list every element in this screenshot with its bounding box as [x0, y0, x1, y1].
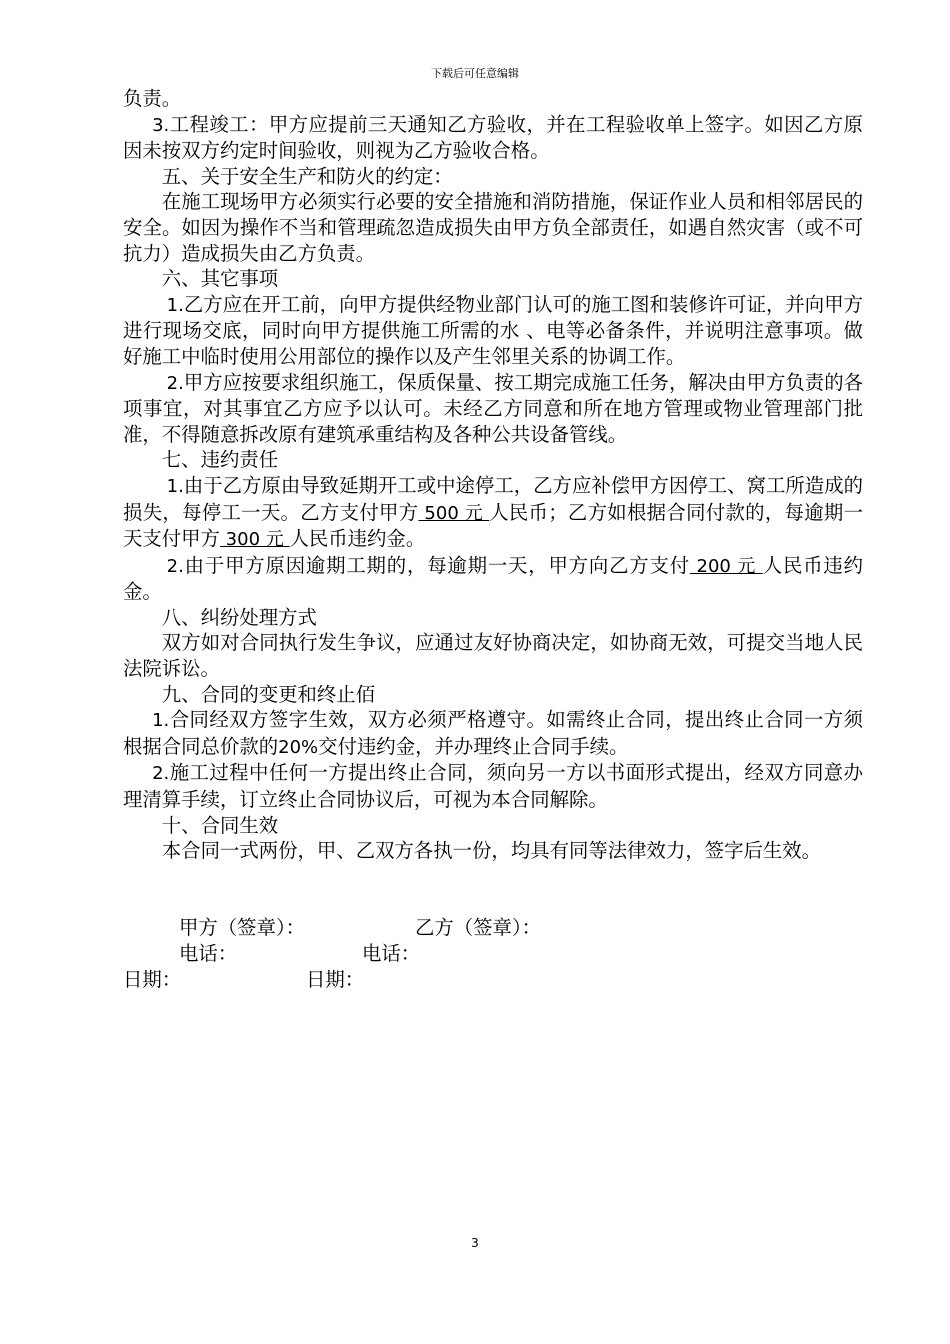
section-heading-5: 五、关于安全生产和防火的约定：	[161, 164, 453, 188]
clause-number: 1.	[166, 475, 184, 497]
clause-text: 工程竣工：甲方应提前三天通知乙方验收，并在工程验收单上签字。如因乙方原因未按双方约定时间验收，则视为乙方验收合格。	[123, 112, 863, 163]
section-10-text: 本合同一式两份，甲、乙双方各执一份，均具有同等法律效力，签字后生效。	[161, 839, 822, 863]
page-number: 3	[471, 1236, 479, 1250]
party-b-date-label: 日期：	[306, 967, 365, 991]
section-heading-7: 七、违约责任	[161, 448, 279, 472]
paragraph-continuation: 负责。	[123, 87, 182, 110]
clause-6-2	[123, 370, 863, 448]
party-a-date-label: 日期：	[123, 967, 182, 991]
signature-row	[123, 915, 863, 941]
section-heading-6: 六、其它事项	[161, 267, 279, 291]
section-heading-10: 十、合同生效	[161, 813, 279, 837]
clause-number: 2.	[152, 763, 170, 785]
clause-text: 交付违约金，并办理终止合同手续。	[318, 734, 629, 758]
party-b-signature-label: 乙方（签章）：	[415, 915, 542, 939]
clause-number: 3.	[152, 114, 170, 136]
section-heading-9: 九、合同的变更和终止佰	[161, 682, 376, 706]
clause-9-1	[123, 707, 863, 760]
section-heading-8: 八、纠纷处理方式	[161, 605, 317, 629]
spacer	[123, 864, 863, 915]
phone-row	[123, 941, 863, 967]
party-a-phone-label: 电话：	[179, 941, 238, 965]
clause-text: 施工过程中任何一方提出终止合同，须向另一方以书面形式提出，经双方同意办理清算手续，订立终止合同协议后，可视为本合同解除。	[123, 761, 863, 812]
amount-blank: 200 元	[689, 555, 763, 577]
section-5-text: 在施工现场甲方必须实行必要的安全措施和消防措施，保证作业人员和相邻居民的安全。如因为操作不当和管理疏忽造成损失由甲方负全部责任，如遇自然灾害（或不可抗力）造成损失由乙方负责。	[123, 190, 863, 265]
amount-blank: 500 元	[418, 502, 490, 524]
section-8-text: 双方如对合同执行发生争议，应通过友好协商决定，如协商无效，可提交当地人民法院诉讼。	[123, 631, 863, 681]
clause-text: 乙方应在开工前，向甲方提供经物业部门认可的施工图和装修许可证，并向甲方进行现场交底，同时向甲方提供施工所需的水 、电等必备条件，并说明注意事项。做好施工中临时使用公用部位的操作以及产生邻里关系的协调工作。	[123, 292, 863, 368]
clause-text: 人民币；乙方如根据合同付款的，每逾期一天支付甲方	[123, 500, 864, 551]
clause-text: 由于甲方原因逾期工期的，每逾期一天，甲方向乙方支付	[183, 553, 690, 577]
clause-6-1	[123, 292, 863, 370]
contract-body	[123, 86, 863, 993]
clause-number: 2.	[166, 372, 184, 394]
amount-blank: 300 元	[219, 529, 290, 551]
clause-number: 1.	[166, 294, 184, 316]
party-a-signature-label: 甲方（签章）：	[179, 915, 306, 939]
clause-text: 人民币违约金。	[123, 553, 864, 604]
clause-text: 合同经双方签字生效，双方必须严格遵守。如需终止合同，提出终止合同一方须根据合同总价款的	[123, 708, 863, 758]
clause-text: 甲方应按要求组织施工，保质保量、按工期完成施工任务，解决由甲方负责的各项事宜，对其事宜乙方应予以认可。未经乙方同意和所在地方管理或物业管理部门批准，不得随意拆改原有建筑承重结构及各种公共设备管线。	[123, 370, 863, 446]
header-note: 下载后可任意编辑	[431, 67, 519, 80]
clause-number: 1.	[152, 710, 170, 732]
clause-completion	[123, 112, 863, 164]
clause-9-2	[123, 760, 863, 812]
clause-number: 2.	[166, 555, 184, 577]
clause-text: 由于乙方原由导致延期开工或中途停工，乙方应补偿甲方因停工、窝工所造成的损失，每停工一天。乙方支付甲方	[123, 473, 863, 524]
clause-7-1	[123, 473, 863, 553]
percentage: 20%	[278, 736, 319, 758]
party-b-phone-label: 电话：	[362, 941, 421, 965]
date-row	[123, 967, 863, 993]
clause-text: 人民币违约金。	[289, 527, 426, 551]
clause-7-2	[123, 553, 863, 605]
